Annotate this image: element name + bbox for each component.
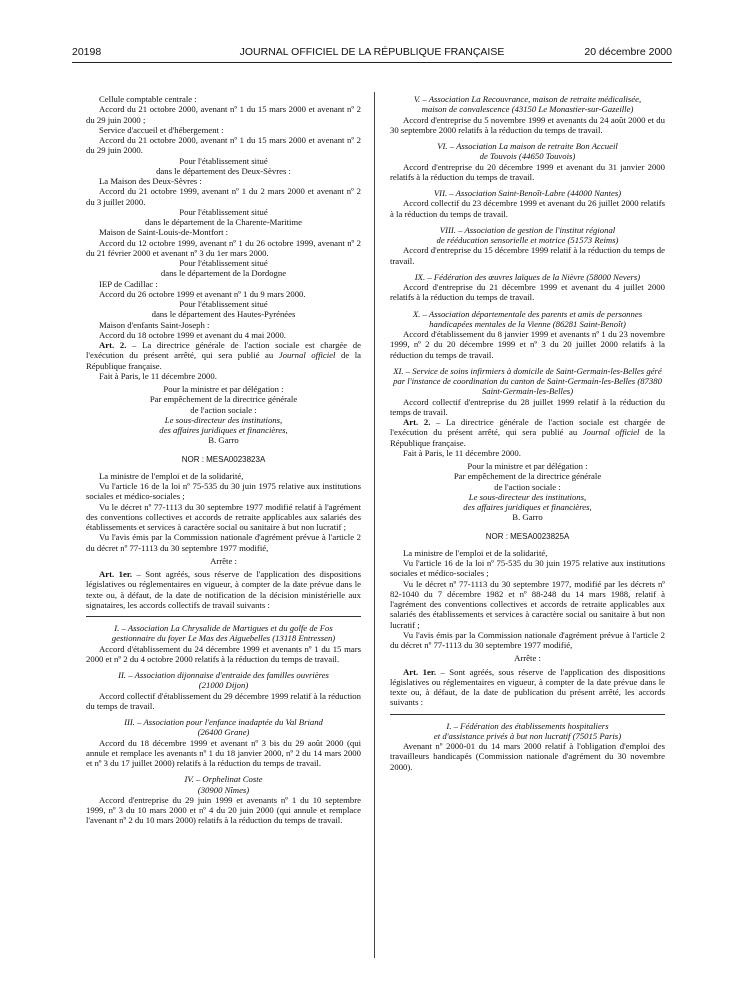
section-title: maison de convalescence (43150 Le Monastier-sur-Gazeille) <box>421 104 634 115</box>
section-title: III. – Association pour l'enfance inadaptée du Val Briand <box>124 717 323 727</box>
paragraph: La Maison des Deux-Sèvres : <box>99 176 202 186</box>
paragraph: Accord du 26 octobre 1999 et avenant nº 1 du 9 mars 2000. <box>99 288 306 299</box>
article-label: Art. 2. <box>99 340 127 350</box>
article-1: Art. 1er. – Sont agréés, sous réserve de l'application des dispositions législatives ou réglementaires en vigueur, à compter de la date prévue dans le texte ou, à défaut, de la date de publication du présent arrêté, les accords suivants : <box>390 666 665 708</box>
signature-line: des affaires juridiques et financières, <box>159 425 288 435</box>
paragraph: Vu l'avis émis par la Commission nationale d'agrément prévue à l'article 2 du décret nº 77-1113 du 30 septembre 1977 modifié, <box>86 532 361 553</box>
page-header <box>72 46 672 60</box>
paragraph: Accord d'entreprise du 20 décembre 1999 et avenant du 31 janvier 2000 relatifs à la réduction du temps de travail. <box>390 161 665 182</box>
section-title: de Touvois (44650 Touvois) <box>479 151 576 162</box>
paragraph: Accord du 18 décembre 1999 et avenant nº 3 bis du 29 août 2000 (qui annule et remplace les avenants nº 1 du 18 janvier 2000, nº 2 du 14 mars 2000 et nº 3 du 17 juillet 2000) relatifs à la réduction du temps de travail. <box>86 737 361 768</box>
paragraph: Pour l'établissement situé <box>179 155 268 166</box>
paragraph: dans le département des Hautes-Pyrénées <box>151 309 296 320</box>
signature-name: B. Garro <box>512 512 543 523</box>
article-2: Art. 2. – La directrice générale de l'action sociale est chargée de l'exécution du présent arrêté, qui sera publié au Journal officiel de la République française. <box>86 340 361 371</box>
paragraph: La ministre de l'emploi et de la solidarité, <box>99 470 244 481</box>
article-label: Art. 2. <box>403 417 431 427</box>
paragraph: Vu l'avis émis par la Commission nationale d'agrément prévue à l'article 2 du décret nº 77-1113 du 30 septembre 1977 modifié, <box>390 629 665 650</box>
signature-line: Le sous-directeur des institutions, <box>468 491 587 502</box>
paragraph: Avenant nº 2000-01 du 14 mars 2000 relatif à l'obligation d'emploi des travailleurs handicapés (Commission nationale d'agrément du 30 novembre 2000). <box>390 741 665 772</box>
paragraph: dans le département des Deux-Sèvres : <box>156 165 291 176</box>
signature-line: des affaires juridiques et financières, <box>463 502 592 512</box>
journal-title: JOURNAL OFFICIEL DE LA RÉPUBLIQUE FRANÇAISE <box>239 46 505 58</box>
article-label: Art. 1er. <box>403 666 437 677</box>
paragraph: Accord du 21 octobre 2000, avenant nº 1 du 15 mars 2000 et avenant nº 2 du 29 juin 2000 ; <box>86 104 361 125</box>
paragraph: Accord d'établissement du 8 janvier 1999 et avenants nº 1 du 23 novembre 1999, nº 2 du 20 décembre 1999 et nº 3 du 20 juillet 2000 relatifs à la réduction du temps de travail. <box>390 329 665 360</box>
paragraph: Accord du 21 octobre 1999, avenant nº 1 du 2 mars 2000 et avenant nº 2 du 3 juillet 2000. <box>86 186 361 207</box>
paragraph: IEP de Cadillac : <box>99 278 158 289</box>
section-title: X. – Association départementale des parents et amis de personnes <box>412 308 643 319</box>
paragraph: Service d'accueil et d'hébergement : <box>99 124 224 135</box>
paragraph: Accord du 21 octobre 2000, avenant nº 1 du 15 mars 2000 et avenant nº 2 du 29 juin 2000. <box>86 135 361 156</box>
fait-line: Fait à Paris, le 11 décembre 2000. <box>99 370 217 381</box>
separator <box>390 714 665 715</box>
section-title: de rééducation sensorielle et motrice (51573 Reims) <box>436 235 619 245</box>
paragraph: Accord d'entreprise du 5 novembre 1999 et avenants du 24 août 2000 et du 30 septembre 2000 relatifs à la réduction du temps de travail. <box>390 114 665 135</box>
signature-line: Le sous-directeur des institutions, <box>164 414 283 425</box>
nor-reference: NOR : MESA0023825A <box>485 531 570 541</box>
paragraph: dans le département de la Dordogne <box>160 268 287 279</box>
paragraph: Pour l'établissement situé <box>179 299 268 309</box>
paragraph: Pour l'établissement situé <box>179 206 268 217</box>
right-column <box>390 94 665 772</box>
section-title: (21000 Dijon) <box>198 680 249 691</box>
nor-reference: NOR : MESA0023823A <box>181 454 266 464</box>
article-2: Art. 2. – La directrice générale de l'action sociale est chargée de l'exécution du présent arrêté, qui sera publié au Journal officiel de la République française. <box>390 417 665 448</box>
paragraph: Accord collectif d'établissement du 29 décembre 1999 relatif à la réduction du temps de travail. <box>86 690 361 711</box>
paragraph: Accord d'entreprise du 15 décembre 1999 relatif à la réduction du temps de travail. <box>390 245 665 266</box>
section-title: (30900 Nîmes) <box>197 784 250 795</box>
section-title: (26400 Grane) <box>197 727 250 738</box>
left-column <box>86 94 361 826</box>
signature-line: Pour la ministre et par délégation : <box>467 461 588 471</box>
section-title: V. – Association La Recouvrance, maison de retraite médicalisée, <box>413 94 642 104</box>
article-1: Art. 1er. – Sont agréés, sous réserve de l'application des dispositions législatives ou réglementaires en vigueur, à compter de la date prévue dans le texte ou, à défaut, de la date de notification de la décision ministérielle aux signataires, les accords collectifs de travail suivants : <box>86 569 361 610</box>
signature-name: B. Garro <box>208 435 239 446</box>
signature-line: Par empêchement de la directrice générale <box>453 471 602 482</box>
paragraph: Accord du 18 octobre 1999 et avenant du 4 mai 2000. <box>99 329 286 340</box>
paragraph: Accord d'établissement du 24 décembre 1999 et avenants nº 1 du 15 mars 2000 et nº 2 du 4 octobre 2000 relatifs à la réduction du temps de travail. <box>86 643 361 664</box>
header-rule <box>72 62 672 63</box>
section-title: XI. – Service de soins infirmiers à domicile de Saint-Germain-les-Belles géré par l'instance de coordination du canton de Saint-Germain-les-Belles (87380 Saint-Germain-les-Belles) <box>393 365 662 397</box>
column-divider <box>374 92 375 958</box>
arrete-label: Arrête : <box>514 653 541 664</box>
section-title: VIII. – Association de gestion de l'institut régional <box>439 224 616 235</box>
section-title: I. – Association La Chrysalide de Martigues et du golfe de Fos <box>114 623 333 633</box>
paragraph: La ministre de l'emploi et de la solidarité, <box>403 547 548 558</box>
section-title: VI. – Association La maison de retraite Bon Accueil <box>437 141 618 151</box>
section-title: handicapées mentales de la Vienne (86281 Saint-Benoît) <box>429 318 626 329</box>
paragraph: Vu l'article 16 de la loi nº 75-535 du 30 juin 1975 relative aux institutions sociales et médico-sociales ; <box>390 558 665 579</box>
fait-line: Fait à Paris, le 11 décembre 2000. <box>403 447 521 458</box>
paragraph: Accord collectif d'entreprise du 28 juillet 1999 relatif à la réduction du temps de travail. <box>390 396 665 417</box>
issue-date: 20 décembre 2000 <box>584 46 672 58</box>
section-title: I. – Fédération des établissements hospitaliers <box>446 720 609 731</box>
paragraph: dans le département de la Charente-Maritime <box>144 217 303 227</box>
paragraph: Accord collectif du 23 décembre 1999 et avenant du 26 juillet 2000 relatifs à la réduction du temps de travail. <box>390 198 665 219</box>
section-title: VII. – Association Saint-Benoît-Labre (44000 Nantes) <box>433 188 622 198</box>
page-number: 20198 <box>72 46 102 58</box>
paragraph: Vu le décret nº 77-1113 du 30 septembre 1977 modifié relatif à l'agrément des conventions collectives et accords de retraite applicables aux salariés des établissements et services à caractère social ou sanitaire à but non lucratif ; <box>86 501 361 532</box>
arrete-label: Arrête : <box>210 555 237 566</box>
paragraph: Accord d'entreprise du 21 décembre 1999 et avenant du 4 juillet 2000 relatifs à la réduction du temps de travail. <box>390 282 665 303</box>
signature-line: de l'action sociale : <box>190 404 257 415</box>
article-label: Art. 1er. <box>99 569 133 579</box>
paragraph: Accord du 12 octobre 1999, avenant nº 1 du 26 octobre 1999, avenant nº 2 du 21 février 2000 et avenant nº 3 du 1er mars 2000. <box>86 237 361 258</box>
paragraph: Maison de Saint-Louis-de-Montfort : <box>99 227 229 238</box>
section-title: et d'assistance privés à but non lucratif (75015 Paris) <box>433 730 622 741</box>
signature-line: de l'action sociale : <box>494 481 561 492</box>
paragraph: Cellule comptable centrale : <box>99 94 197 104</box>
section-title: IX. – Fédération des œuvres laïques de la Nièvre (58000 Nevers) <box>414 271 641 282</box>
signature-line: Par empêchement de la directrice générale <box>149 394 298 405</box>
section-title: IV. – Orphelinat Coste <box>184 774 263 785</box>
paragraph: Vu l'article 16 de la loi nº 75-535 du 30 juin 1975 relative aux institutions sociales et médico-sociales ; <box>86 481 361 502</box>
signature-line: Pour la ministre et par délégation : <box>163 384 284 394</box>
paragraph: Vu le décret nº 77-1113 du 30 septembre 1977, modifié par les décrets nº 82-1040 du 7 décembre 1982 et nº 88-248 du 14 mars 1988, relatif à l'agrément des conventions collectives et accords de retraite applicables aux salariés des établissements et services à caractère social ou sanitaire à but non lucratif ; <box>390 578 665 630</box>
separator <box>86 616 361 617</box>
section-title: gestionnaire du foyer Le Mas des Aiguebelles (13118 Entressen) <box>111 633 336 644</box>
paragraph: Maison d'enfants Saint-Joseph : <box>99 319 210 330</box>
paragraph: Accord d'entreprise du 29 juin 1999 et avenants nº 1 du 10 septembre 1999, nº 3 du 10 mars 2000 et nº 4 du 20 juin 2000 (qui annule et remplace l'avenant nº 2 du 10 mars 2000) relatifs à la réduction du temps de travail. <box>86 794 361 826</box>
paragraph: Pour l'établissement situé <box>179 258 268 268</box>
section-title: II. – Association dijonnaise d'entraide des familles ouvrières <box>118 670 329 680</box>
